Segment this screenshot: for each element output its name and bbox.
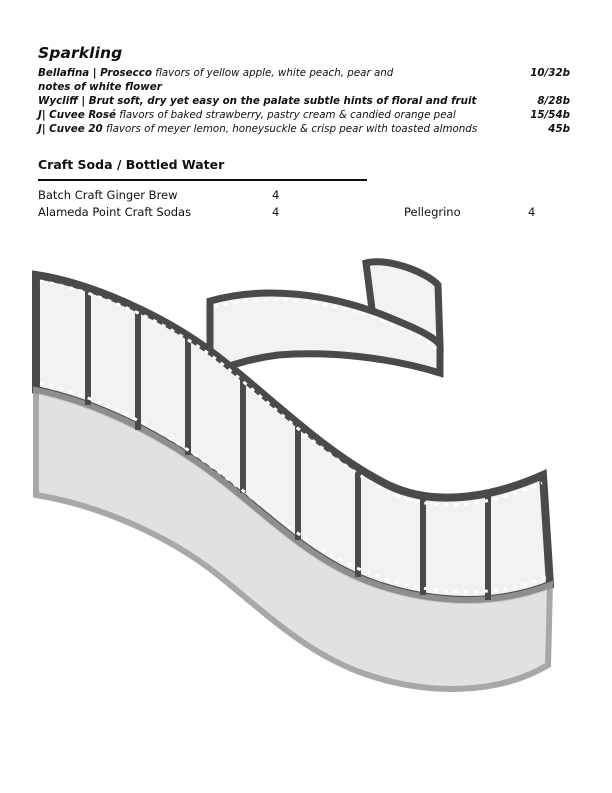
wine-item-cuvee-20 <box>38 122 570 136</box>
soda-item-price: 4 <box>272 205 280 219</box>
wine-description <box>38 108 508 122</box>
wine-price: 10/32b <box>530 67 570 79</box>
wine-item-wycliff <box>38 94 570 108</box>
wine-name: J| Cuvee 20 <box>38 123 103 135</box>
soda-heading: Craft Soda / Bottled Water <box>38 157 225 172</box>
soda-item-price: 4 <box>272 188 280 202</box>
wine-item-cuvee-rose <box>38 108 570 122</box>
wine-name: Bellafina | Prosecco <box>38 67 152 79</box>
wine-notes: flavors of baked strawberry, pastry cream & candied orange peal <box>119 109 456 121</box>
film-strip-icon <box>28 255 588 715</box>
soda-item-name: Alameda Point Craft Sodas <box>38 205 192 219</box>
wine-notes: flavors of meyer lemon, honeysuckle & crisp pear with toasted almonds <box>105 123 478 135</box>
wine-price: 45b <box>548 123 570 135</box>
section-divider <box>38 179 367 181</box>
wine-description <box>38 122 508 136</box>
soda-item-name: Batch Craft Ginger Brew <box>38 188 178 202</box>
wine-description <box>38 66 508 94</box>
wine-item-bellafina <box>38 66 570 94</box>
wine-price: 15/54b <box>530 109 570 121</box>
film-strip-image <box>28 255 588 715</box>
soda-item-price: 4 <box>528 205 536 219</box>
sparkling-heading: Sparkling <box>38 44 123 62</box>
wine-notes: flavors of yellow apple, white peach, pear and <box>155 67 394 79</box>
wine-description <box>38 94 508 108</box>
wine-name: J| Cuvee Rosé <box>38 109 116 121</box>
wine-name: Wycliff | Brut <box>38 95 114 107</box>
wine-price: 8/28b <box>537 95 570 107</box>
wine-notes-cont: notes of white flower <box>38 81 162 93</box>
soda-item-name: Pellegrino <box>404 205 461 219</box>
wine-notes: soft, dry yet easy on the palate subtle hints of floral and fruit <box>117 95 477 107</box>
